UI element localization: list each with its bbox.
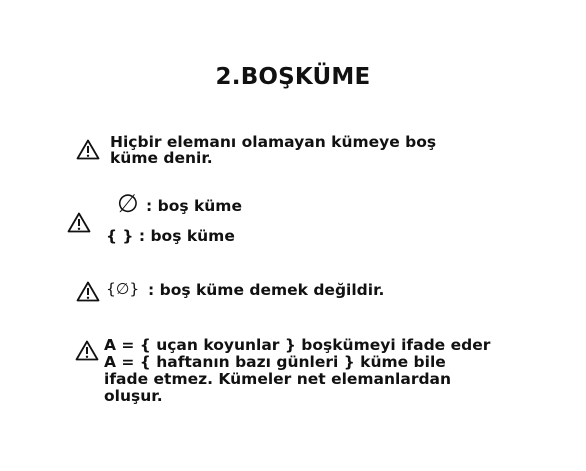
notation-line-2: { } : boş küme: [106, 227, 235, 245]
empty-set-symbol: ∅: [117, 189, 139, 218]
example-line-4: oluşur.: [104, 387, 163, 405]
set-containing-empty-symbol: {∅}: [106, 280, 140, 298]
definition-line-2: küme denir.: [110, 149, 213, 167]
example-line-3: ifade etmez. Kümeler net elemanlardan: [104, 370, 452, 388]
notation-line-1: : boş küme: [146, 197, 242, 215]
example-line-2: A = { haftanın bazı günleri } küme bile: [104, 353, 446, 371]
warning-icon: [76, 281, 100, 302]
warning-icon: [75, 340, 99, 361]
not-empty-statement: : boş küme demek değildir.: [148, 281, 385, 299]
warning-icon: [76, 139, 100, 160]
page-title: 2.BOŞKÜME: [215, 64, 371, 90]
example-line-1: A = { uçan koyunlar } boşkümeyi ifade eder: [104, 336, 491, 354]
definition-line-1: Hiçbir elemanı olamayan kümeye boş: [110, 133, 437, 151]
warning-icon: [67, 212, 91, 233]
